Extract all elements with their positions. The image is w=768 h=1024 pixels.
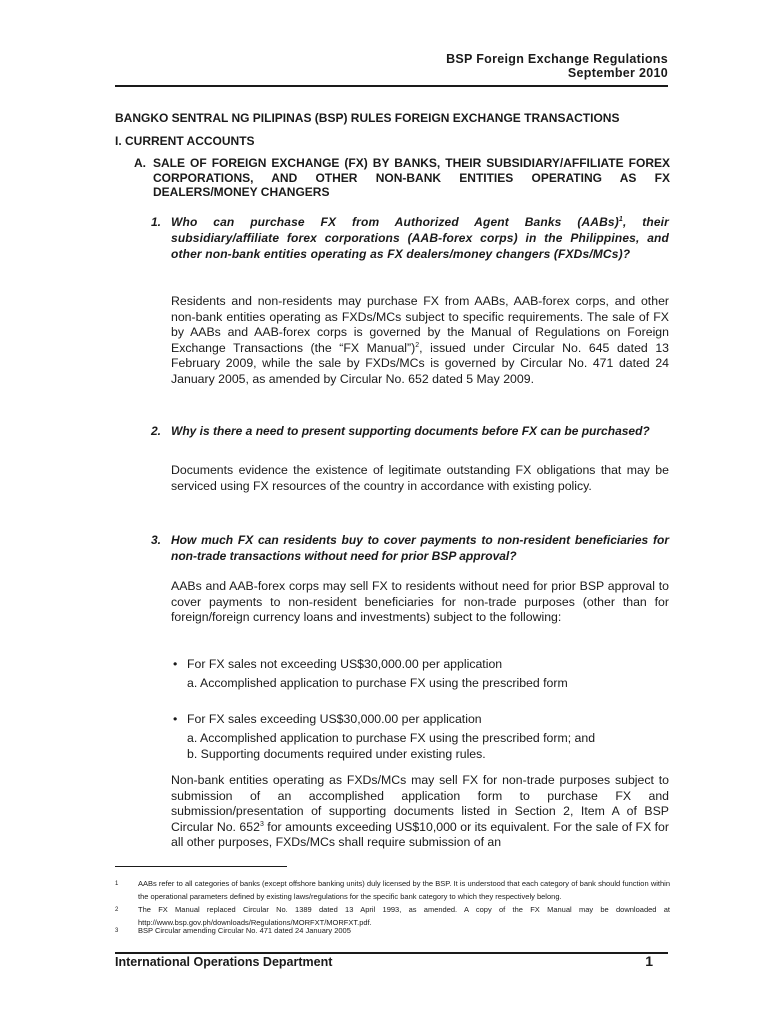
answer-3: AABs and AAB-forex corps may sell FX to residents without need for prior BSP approval to cover payments to non-resident beneficiaries for non-trade purposes (other than for foreign/foreign currency loans and investments) subject to the following: <box>171 579 669 624</box>
footnote-number: 3 <box>115 928 119 934</box>
footnote-3 <box>115 925 670 938</box>
footer-rule <box>115 952 668 954</box>
question-number: 3. <box>151 533 162 547</box>
sub-list-item: b. Supporting documents required under existing rules. <box>187 747 486 761</box>
answer-2: Documents evidence the existence of legitimate outstanding FX obligations that may be serviced using FX resources of the country in accordance with existing policy. <box>171 463 669 493</box>
document-title: BANGKO SENTRAL NG PILIPINAS (BSP) RULES FOREIGN EXCHANGE TRANSACTIONS <box>115 111 620 125</box>
question-number: 1. <box>151 215 162 229</box>
footnote-number: 1 <box>115 881 119 887</box>
footnote-text: BSP Circular amending Circular No. 471 dated 24 January 2005 <box>138 926 351 935</box>
header-title: BSP Foreign Exchange Regulations <box>446 52 668 66</box>
question-2 <box>151 423 669 439</box>
footnote-ref: 1 <box>618 216 623 223</box>
question-text: Who can purchase FX from Authorized Agent Banks (AABs)$^1$, their subsidiary/affiliate forex corporations (AAB-forex corps) in the Philippines, and other non-bank entities operating as FX dealers/money changers (FXDs/MCs)? <box>171 215 669 261</box>
closing-paragraph: Non-bank entities operating as FXDs/MCs may sell FX for non-trade purposes subject to submission of an accomplished application form to purchase FX and submission/presentation of supporting documents listed in Section 2, Item A of BSP Circular No. $652^3$ for amounts exceeding US$10,000 or its equivalent. For the sale of FX for all other purposes, FXDs/MCs shall require submission of an <box>171 773 669 849</box>
header-rule <box>115 85 668 87</box>
footnote-number: 2 <box>115 907 119 913</box>
section-heading: I. CURRENT ACCOUNTS <box>115 134 255 148</box>
question-3 <box>151 532 669 564</box>
question-number: 2. <box>151 424 162 438</box>
bullet-item: • For FX sales not exceeding US$30,000.00 per application <box>173 657 503 671</box>
bullet-item: • For FX sales exceeding US$30,000.00 per application <box>173 712 482 726</box>
footnote-text: AABs refer to all categories of banks (except offshore banking units) duly licensed by the BSP. It is understood that each category of bank should function within the operational parameters defined by existing laws/regulations for the specific bank category to which they respectively belong. <box>138 879 670 901</box>
footnote-ref: 3 <box>259 820 264 828</box>
answer-1: Residents and non-residents may purchase FX from AABs, AAB-forex corps, and other non-bank entities operating as FXDs/MCs subject to specific requirements. The sale of FX by AABs and AAB-forex corps is governed by the Manual of Regulations on Foreign Exchange Transactions (the “FX Manual”)$^2$, issued under Circular No. 645 dated 13 February 2009, while the sale by FXDs/MCs is governed by Circular No. 471 dated 24 January 2005, as amended by Circular No. 652 dated 5 May 2009. <box>171 294 669 386</box>
footer-department: International Operations Department <box>115 955 333 969</box>
bullet-icon: • <box>173 657 178 671</box>
subsection-heading <box>134 156 670 200</box>
subsection-text: SALE OF FOREIGN EXCHANGE (FX) BY BANKS, THEIR SUBSIDIARY/AFFILIATE FOREX CORPORATIONS, AND OTHER NON-BANK ENTITIES OPERATING AS FX DEALERS/MONEY CHANGERS <box>153 156 670 199</box>
sub-list-item: a. Accomplished application to purchase FX using the prescribed form <box>187 676 568 690</box>
header-date: September 2010 <box>567 66 668 80</box>
footnote-rule <box>115 866 287 867</box>
footnote-ref: 2 <box>415 341 420 349</box>
subsection-letter: A. <box>134 156 146 170</box>
footnote-1 <box>115 878 670 903</box>
bullet-icon: • <box>173 712 178 726</box>
page-number: 1 <box>645 953 653 969</box>
question-text: How much FX can residents buy to cover payments to non-resident beneficiaries for non-trade transactions without need for prior BSP approval? <box>171 533 669 563</box>
sub-list-item: a. Accomplished application to purchase FX using the prescribed form; and <box>187 731 596 745</box>
question-1 <box>151 214 669 262</box>
question-text: Why is there a need to present supporting documents before FX can be purchased? <box>171 424 650 438</box>
footnote-text: The FX Manual replaced Circular No. 1389 dated 13 April 1993, as amended. A copy of the FX Manual may be downloaded at http://www.bsp.gov.ph/downloads/Regulations/MORFXT/MORFXT.pdf. <box>138 905 670 927</box>
